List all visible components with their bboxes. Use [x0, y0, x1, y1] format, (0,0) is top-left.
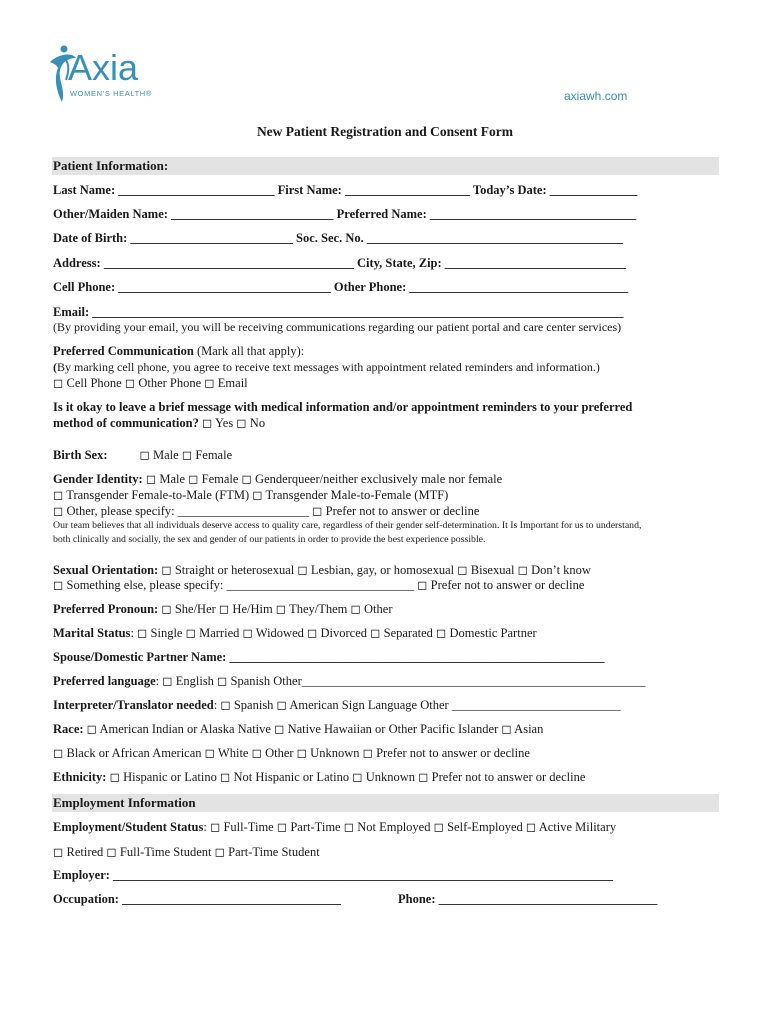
axia-logo [46, 44, 176, 104]
birth-sex-row[interactable] [53, 448, 232, 463]
pronoun-options[interactable]: ◻ She/Her ◻ He/Him ◻ They/Them ◻ Other [158, 602, 393, 616]
website-link[interactable]: axiawh.com [564, 89, 628, 103]
sexual-orientation-other[interactable]: ◻ Something else, please specify: ______________________________ ◻ Prefer not to answer or decline [53, 578, 585, 592]
email-line[interactable]: Email: _____________________________________________________________________________________ [53, 305, 624, 319]
pronoun-row[interactable] [53, 602, 393, 617]
employment-status-label: Employment/Student Status [53, 820, 204, 834]
sexual-orientation-label: Sexual Orientation: [53, 563, 159, 577]
ethnicity-row[interactable] [53, 770, 585, 785]
dob-ssn-line[interactable]: Date of Birth: __________________________ Soc. Sec. No. _________________________________________ [53, 231, 624, 245]
gender-other-options[interactable]: ◻ Other, please specify: _____________________ ◻ Prefer not to answer or decline [53, 504, 480, 518]
marital-status-label: Marital Status [53, 626, 131, 640]
method-question: method of communication? [53, 416, 199, 430]
ethnicity-options[interactable]: ◻ Hispanic or Latino ◻ Not Hispanic or Latino ◻ Unknown ◻ Prefer not to answer or decline [106, 770, 586, 784]
transgender-options[interactable]: ◻ Transgender Female-to-Male (FTM) ◻ Transgender Male-to-Female (MTF) [53, 488, 449, 502]
employment-status-options[interactable]: : ◻ Full-Time ◻ Part-Time ◻ Not Employed ◻ Self-Employed ◻ Active Military [203, 820, 617, 834]
form-title: New Patient Registration and Consent Form [256, 124, 514, 139]
gender-note-line-1: Our team believes that all individuals deserve access to quality care, regardless of their gender self-determination. It Is Important for us to understand, [53, 520, 642, 531]
email-note: (By providing your email, you will be receiving communications regarding our patient portal and care center services) [53, 320, 622, 334]
spouse-name-line[interactable]: Spouse/Domestic Partner Name: ____________________________________________________________ [53, 650, 605, 664]
communication-options[interactable]: ◻ Cell Phone ◻ Other Phone ◻ Email [53, 376, 248, 390]
employment-status-row[interactable] [53, 820, 616, 835]
birth-sex-label: Birth Sex: [53, 448, 108, 462]
sexual-orientation-options[interactable]: ◻ Straight or heterosexual ◻ Lesbian, gay, or homosexual ◻ Bisexual ◻ Don’t know [158, 563, 591, 577]
cell-consent-note [53, 360, 600, 375]
pronoun-label: Preferred Pronoun: [53, 602, 159, 616]
message-permission-question: Is it okay to leave a brief message with medical information and/or appointment reminders to your preferred [53, 400, 633, 414]
interpreter-label: Interpreter/Translator needed [53, 698, 214, 712]
occupation-line[interactable]: Occupation: ___________________________________ [53, 892, 341, 906]
employer-phone-line[interactable]: Phone: ___________________________________ [398, 892, 658, 906]
birth-sex-options[interactable]: ◻ Male ◻ Female [139, 448, 233, 462]
yes-no-options[interactable]: ◻ Yes ◻ No [198, 416, 266, 430]
cell-consent-text: By marking cell phone, you agree to receive text messages with appointment related reminders and information.) [57, 360, 600, 374]
paren-open: ( [53, 360, 57, 374]
message-permission-options[interactable] [53, 416, 265, 431]
brand-name: Axia [68, 47, 139, 88]
language-label: Preferred language [53, 674, 156, 688]
gender-identity-options[interactable]: ◻ Male ◻ Female ◻ Genderqueer/neither exclusively male nor female [142, 472, 503, 486]
pref-comm-heading: Preferred Communication [53, 344, 194, 358]
maiden-preferred-name-line[interactable]: Other/Maiden Name: __________________________ Preferred Name: _________________________________ [53, 207, 637, 221]
gender-identity-row[interactable] [53, 472, 502, 487]
ethnicity-label: Ethnicity: [53, 770, 107, 784]
marital-status-options[interactable]: : ◻ Single ◻ Married ◻ Widowed ◻ Divorced ◻ Separated ◻ Domestic Partner [130, 626, 537, 640]
interpreter-row[interactable] [53, 698, 621, 713]
race-options[interactable]: ◻ American Indian or Alaska Native ◻ Native Hawaiian or Other Pacific Islander ◻ Asian [83, 722, 544, 736]
employer-line[interactable]: Employer: ________________________________________________________________________________ [53, 868, 614, 882]
pref-comm-hint: (Mark all that apply): [193, 344, 305, 358]
race-options-2[interactable]: ◻ Black or African American ◻ White ◻ Other ◻ Unknown ◻ Prefer not to answer or decline [53, 746, 530, 760]
section-patient-information: Patient Information: [52, 157, 719, 175]
gender-identity-label: Gender Identity: [53, 472, 143, 486]
preferred-communication-label [53, 344, 304, 359]
language-row[interactable] [53, 674, 645, 689]
employment-status-options-2[interactable]: ◻ Retired ◻ Full-Time Student ◻ Part-Time Student [53, 845, 320, 859]
race-label: Race: [53, 722, 84, 736]
sexual-orientation-row[interactable] [53, 563, 591, 578]
phone-line[interactable]: Cell Phone: __________________________________ Other Phone: ___________________________________ [53, 280, 629, 294]
language-options[interactable]: : ◻ English ◻ Spanish Other_______________________________________________________ [155, 674, 646, 688]
section-employment-information: Employment Information [52, 794, 719, 812]
brand-subtitle: WOMEN’S HEALTH® [70, 89, 152, 98]
address-line[interactable]: Address: ________________________________________ City, State, Zip: _____________________________ [53, 256, 627, 270]
name-date-line[interactable]: Last Name: _________________________ First Name: ____________________ Today’s Date: ______________ [53, 183, 638, 197]
gender-note-line-2: both clinically and socially, the sex and gender of our patients in order to provide the best experience possible. [53, 534, 486, 545]
race-row[interactable] [53, 722, 543, 737]
interpreter-options[interactable]: : ◻ Spanish ◻ American Sign Language Other ___________________________ [213, 698, 621, 712]
marital-status-row[interactable] [53, 626, 537, 641]
